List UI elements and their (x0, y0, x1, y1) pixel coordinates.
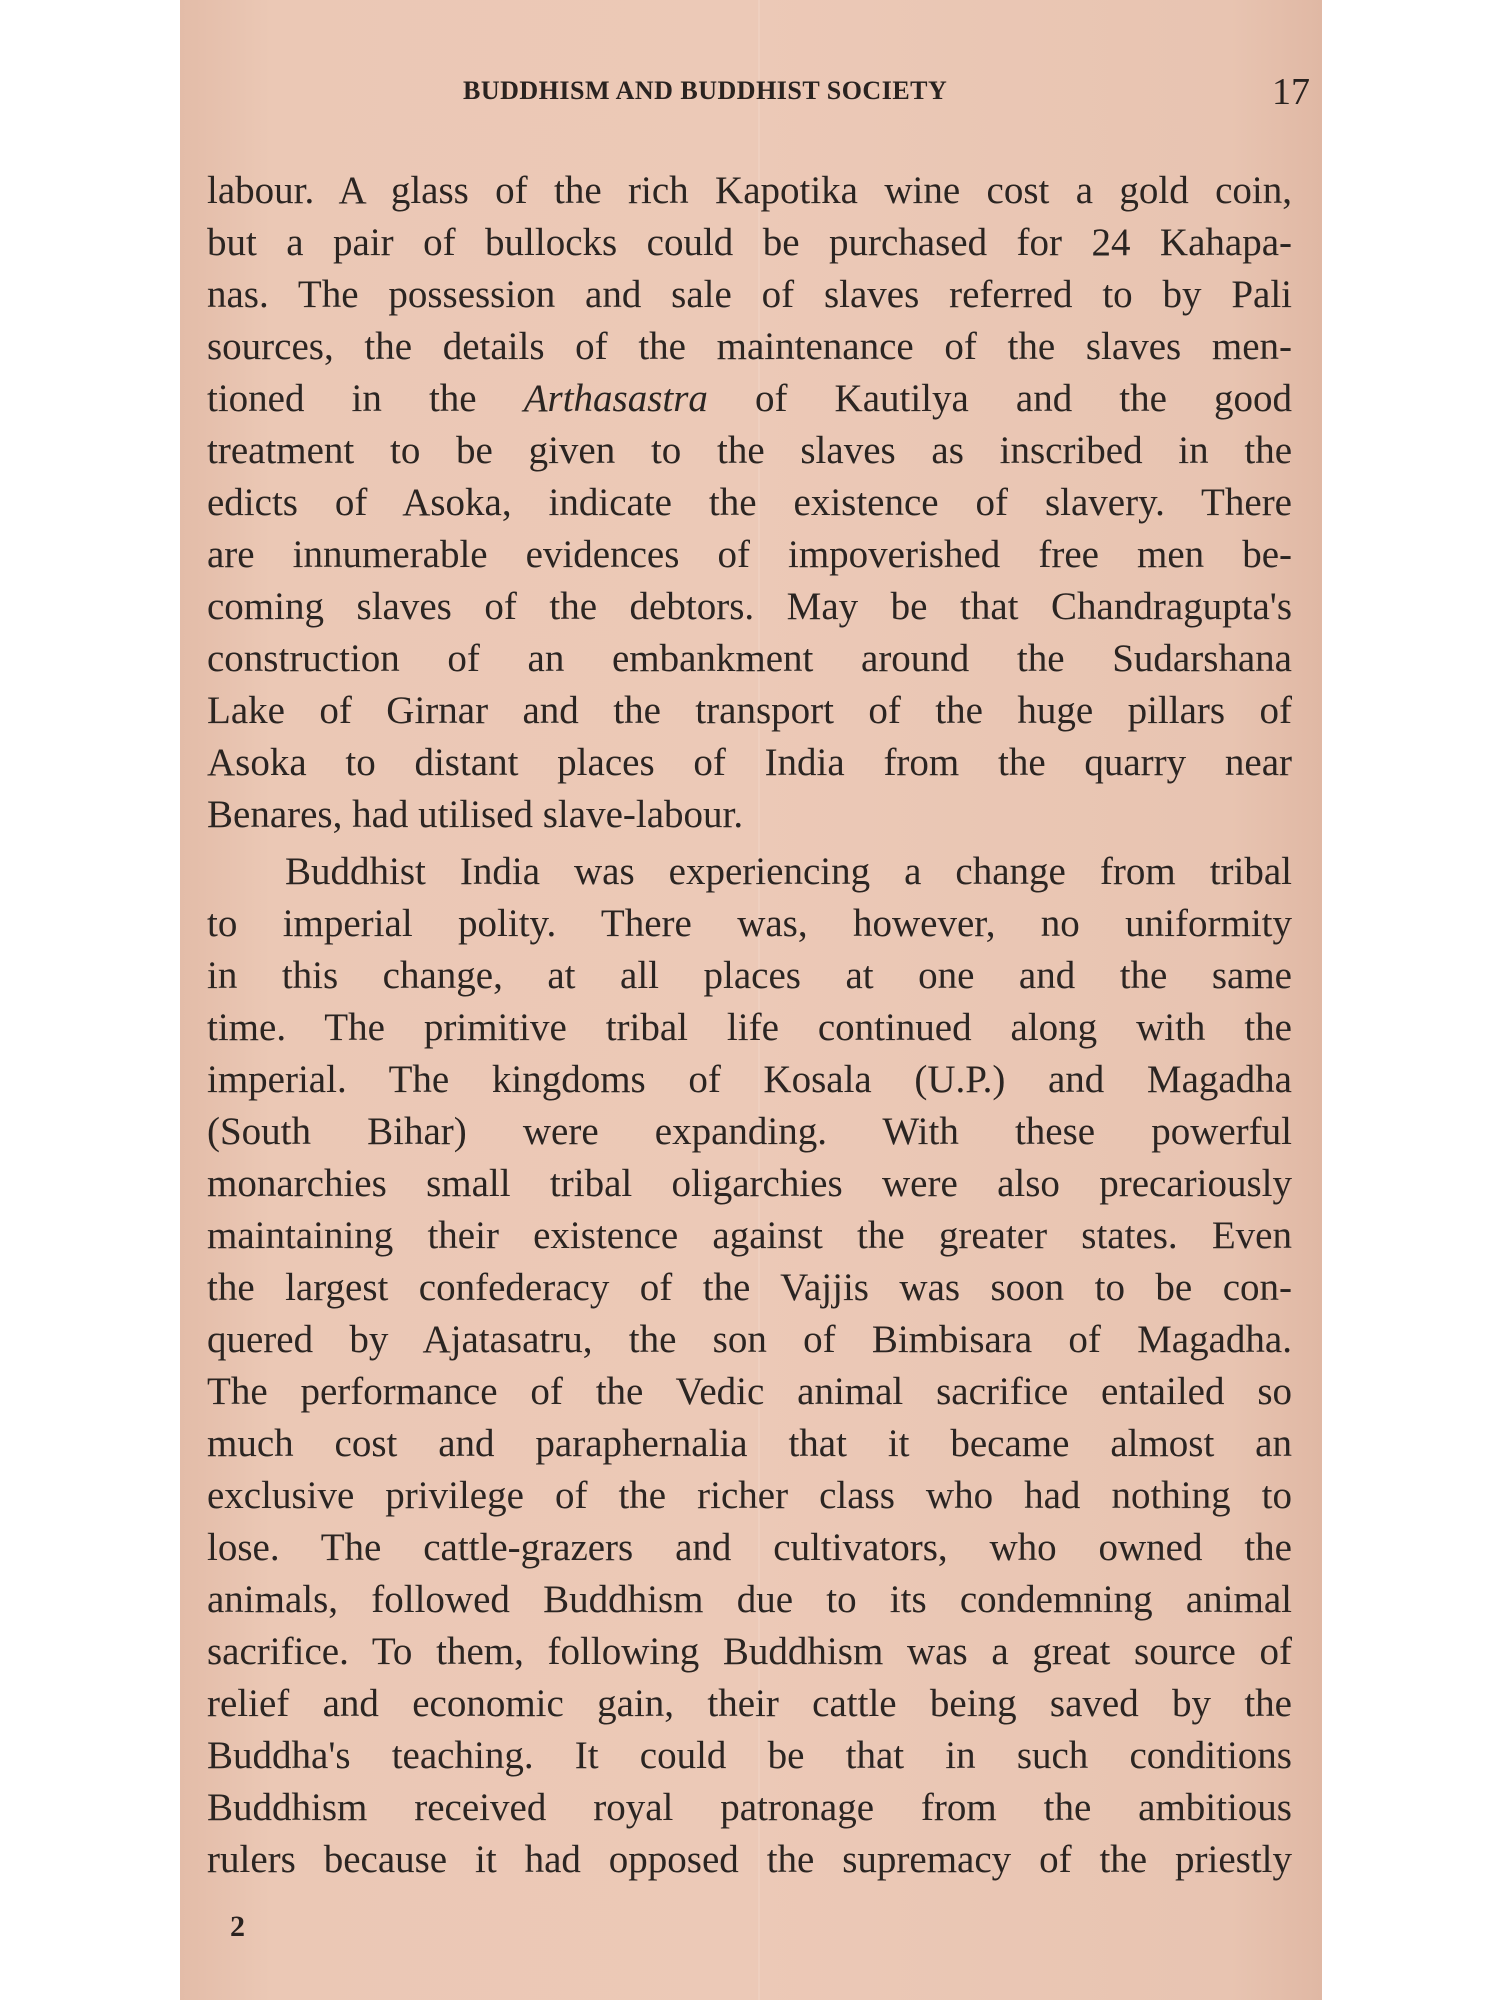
paragraph-2 (207, 846, 1292, 1886)
text-line: edicts of Asoka, indicate the existence of slavery. There (207, 481, 1292, 524)
signature-mark: 2 (230, 1910, 245, 1943)
text-line: (South Bihar) were expanding. With these powerful (207, 1110, 1292, 1153)
text-line: in this change, at all places at one and the same (207, 954, 1292, 997)
text-line: construction of an embankment around the Sudarshana (207, 637, 1292, 680)
running-head (180, 70, 1322, 113)
text-line: to imperial polity. There was, however, no uniformity (207, 902, 1292, 945)
text-line: rulers because it had opposed the supremacy of the priestly (207, 1838, 1292, 1881)
text-line: time. The primitive tribal life continued along with the (207, 1006, 1292, 1049)
text-line: quered by Ajatasatru, the son of Bimbisara of Magadha. (207, 1318, 1292, 1361)
text-line: are innumerable evidences of impoverished free men be- (207, 533, 1292, 576)
text-line: Asoka to distant places of India from the quarry near (207, 741, 1292, 784)
text-line: Benares, had utilised slave-labour. (207, 793, 744, 836)
text-line: but a pair of bullocks could be purchased for 24 Kahapa- (207, 221, 1292, 264)
text-line: relief and economic gain, their cattle being saved by the (207, 1682, 1292, 1725)
text-line: nas. The possession and sale of slaves referred to by Pali (207, 273, 1292, 316)
text-line: coming slaves of the debtors. May be that Chandragupta's (207, 585, 1292, 628)
text-line: Lake of Girnar and the transport of the huge pillars of (207, 689, 1292, 732)
text-line: Buddhism received royal patronage from the ambitious (207, 1786, 1292, 1829)
text-line: animals, followed Buddhism due to its condemning animal (207, 1578, 1292, 1621)
text-line: Buddha's teaching. It could be that in such conditions (207, 1734, 1292, 1777)
text-line: lose. The cattle-grazers and cultivators, who owned the (207, 1526, 1292, 1569)
text-line: maintaining their existence against the greater states. Even (207, 1214, 1292, 1257)
text-line: labour. A glass of the rich Kapotika wine cost a gold coin, (207, 169, 1292, 212)
body-text (207, 165, 1292, 1886)
running-title: BUDDHISM AND BUDDHIST SOCIETY (463, 76, 948, 105)
text-line: imperial. The kingdoms of Kosala (U.P.) and Magadha (207, 1058, 1292, 1101)
text-line: The performance of the Vedic animal sacrifice entailed so (207, 1370, 1292, 1413)
book-page (180, 0, 1322, 2000)
text-line: monarchies small tribal oligarchies were also precariously (207, 1162, 1292, 1205)
text-line: Buddhist India was experiencing a change from tribal (285, 850, 1292, 893)
text-line: sacrifice. To them, following Buddhism was a great source of (207, 1630, 1292, 1673)
text-line: much cost and paraphernalia that it became almost an (207, 1422, 1292, 1465)
text-line: treatment to be given to the slaves as inscribed in the (207, 429, 1292, 472)
text-line: the largest confederacy of the Vajjis was soon to be con- (207, 1266, 1292, 1309)
text-line: exclusive privilege of the richer class who had nothing to (207, 1474, 1292, 1517)
paragraph-1 (207, 165, 1292, 841)
text-line: tioned in the Arthasastra of Kautilya and the good (207, 377, 1292, 420)
text-line: sources, the details of the maintenance of the slaves men- (207, 325, 1292, 368)
book-title-italic: Arthasastra (523, 377, 708, 420)
page-number: 17 (1272, 71, 1310, 113)
